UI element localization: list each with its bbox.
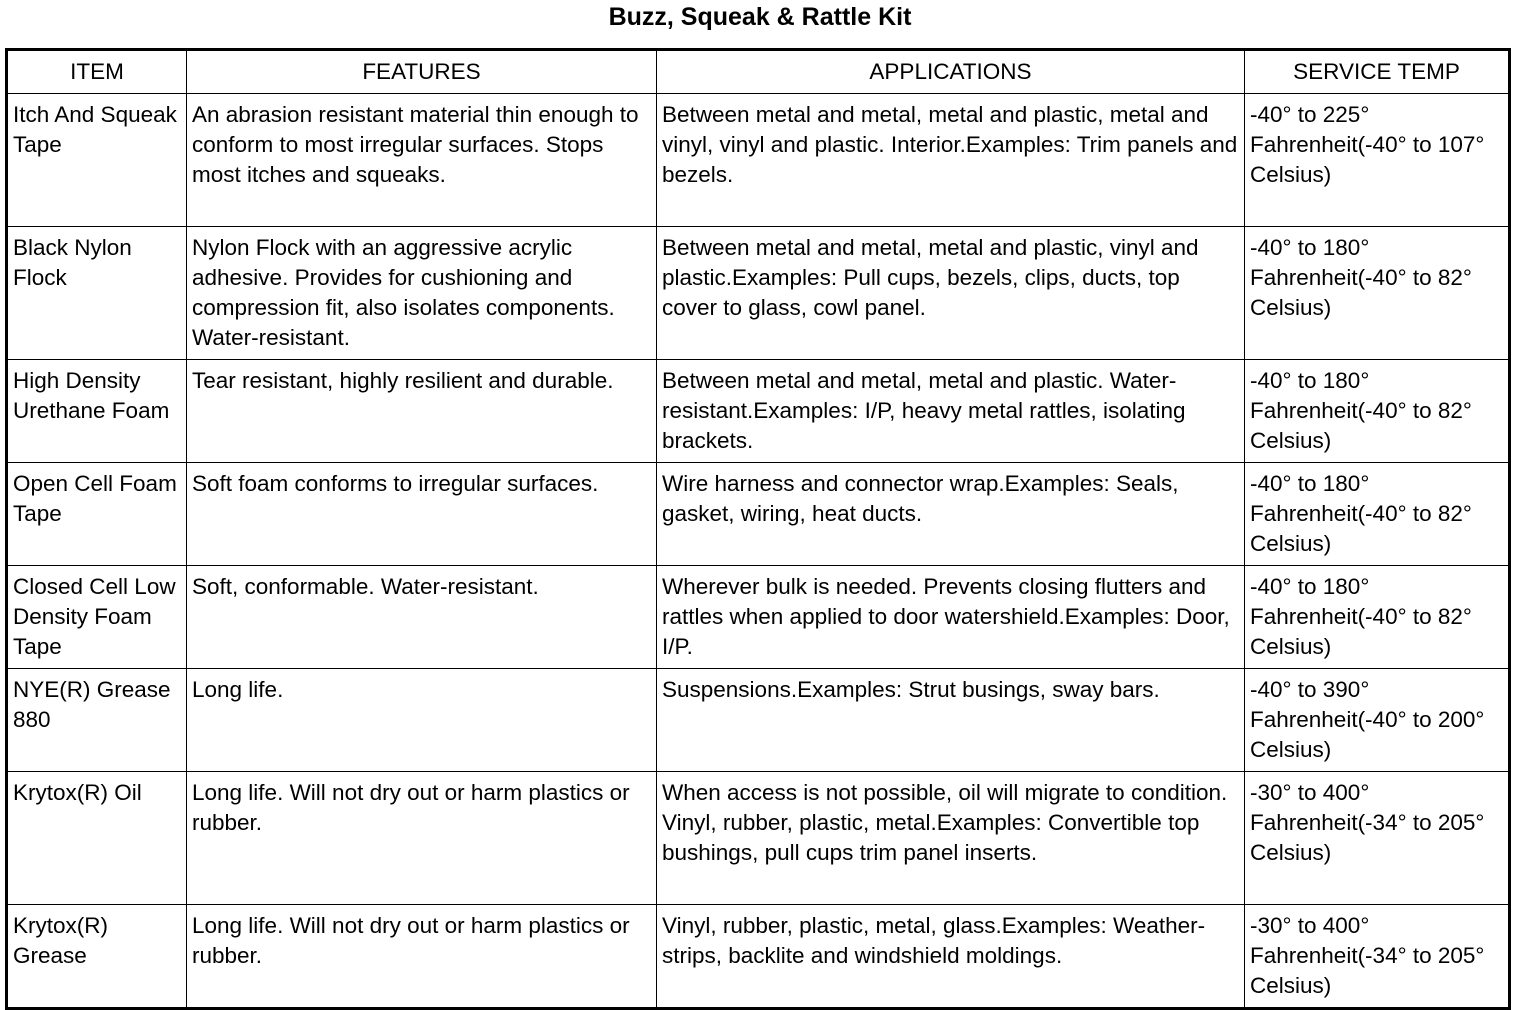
cell-service-temp: -30° to 400° Fahrenheit(-34° to 205° Celsius) <box>1245 772 1510 905</box>
cell-item: Itch And Squeak Tape <box>7 94 187 227</box>
cell-features: Long life. <box>187 669 657 772</box>
cell-applications: Wire harness and connector wrap.Examples: Seals, gasket, wiring, heat ducts. <box>657 463 1245 566</box>
cell-applications: When access is not possible, oil will migrate to condition. Vinyl, rubber, plastic, metal.Examples: Convertible top bushings, pull cups trim panel inserts. <box>657 772 1245 905</box>
header-features: FEATURES <box>187 50 657 94</box>
cell-applications: Between metal and metal, metal and plastic, metal and vinyl, vinyl and plastic. Interior.Examples: Trim panels and bezels. <box>657 94 1245 227</box>
table-row <box>7 669 1510 772</box>
cell-applications: Between metal and metal, metal and plastic. Water-resistant.Examples: I/P, heavy metal rattles, isolating brackets. <box>657 360 1245 463</box>
cell-service-temp: -40° to 180° Fahrenheit(-40° to 82° Celsius) <box>1245 463 1510 566</box>
cell-applications: Between metal and metal, metal and plastic, vinyl and plastic.Examples: Pull cups, bezels, clips, ducts, top cover to glass, cowl panel. <box>657 227 1245 360</box>
table-row <box>7 360 1510 463</box>
cell-service-temp: -40° to 225° Fahrenheit(-40° to 107° Celsius) <box>1245 94 1510 227</box>
cell-item: Krytox(R) Grease <box>7 905 187 1009</box>
cell-service-temp: -40° to 180° Fahrenheit(-40° to 82° Celsius) <box>1245 360 1510 463</box>
table-row <box>7 94 1510 227</box>
cell-service-temp: -30° to 400° Fahrenheit(-34° to 205° Celsius) <box>1245 905 1510 1009</box>
products-table <box>5 48 1511 1010</box>
header-applications: APPLICATIONS <box>657 50 1245 94</box>
table-row <box>7 772 1510 905</box>
header-service-temp: SERVICE TEMP <box>1245 50 1510 94</box>
table-row <box>7 463 1510 566</box>
cell-features: Soft foam conforms to irregular surfaces. <box>187 463 657 566</box>
page-title: Buzz, Squeak & Rattle Kit <box>608 3 912 31</box>
table-row <box>7 905 1510 1009</box>
cell-features: Long life. Will not dry out or harm plastics or rubber. <box>187 905 657 1009</box>
cell-item: Krytox(R) Oil <box>7 772 187 905</box>
cell-applications: Wherever bulk is needed. Prevents closing flutters and rattles when applied to door watershield.Examples: Door, I/P. <box>657 566 1245 669</box>
cell-item: NYE(R) Grease 880 <box>7 669 187 772</box>
cell-item: High Density Urethane Foam <box>7 360 187 463</box>
cell-service-temp: -40° to 390° Fahrenheit(-40° to 200° Celsius) <box>1245 669 1510 772</box>
cell-features: Nylon Flock with an aggressive acrylic adhesive. Provides for cushioning and compression fit, also isolates components. Water-resistant. <box>187 227 657 360</box>
cell-applications: Suspensions.Examples: Strut busings, sway bars. <box>657 669 1245 772</box>
cell-item: Black Nylon Flock <box>7 227 187 360</box>
cell-features: Long life. Will not dry out or harm plastics or rubber. <box>187 772 657 905</box>
cell-features: An abrasion resistant material thin enough to conform to most irregular surfaces. Stops most itches and squeaks. <box>187 94 657 227</box>
table-row <box>7 566 1510 669</box>
cell-features: Soft, conformable. Water-resistant. <box>187 566 657 669</box>
cell-service-temp: -40° to 180° Fahrenheit(-40° to 82° Celsius) <box>1245 566 1510 669</box>
table-header-row <box>7 50 1510 94</box>
cell-item: Open Cell Foam Tape <box>7 463 187 566</box>
header-item: ITEM <box>7 50 187 94</box>
cell-features: Tear resistant, highly resilient and durable. <box>187 360 657 463</box>
cell-item: Closed Cell Low Density Foam Tape <box>7 566 187 669</box>
table-row <box>7 227 1510 360</box>
cell-service-temp: -40° to 180° Fahrenheit(-40° to 82° Celsius) <box>1245 227 1510 360</box>
cell-applications: Vinyl, rubber, plastic, metal, glass.Examples: Weather-strips, backlite and windshield moldings. <box>657 905 1245 1009</box>
